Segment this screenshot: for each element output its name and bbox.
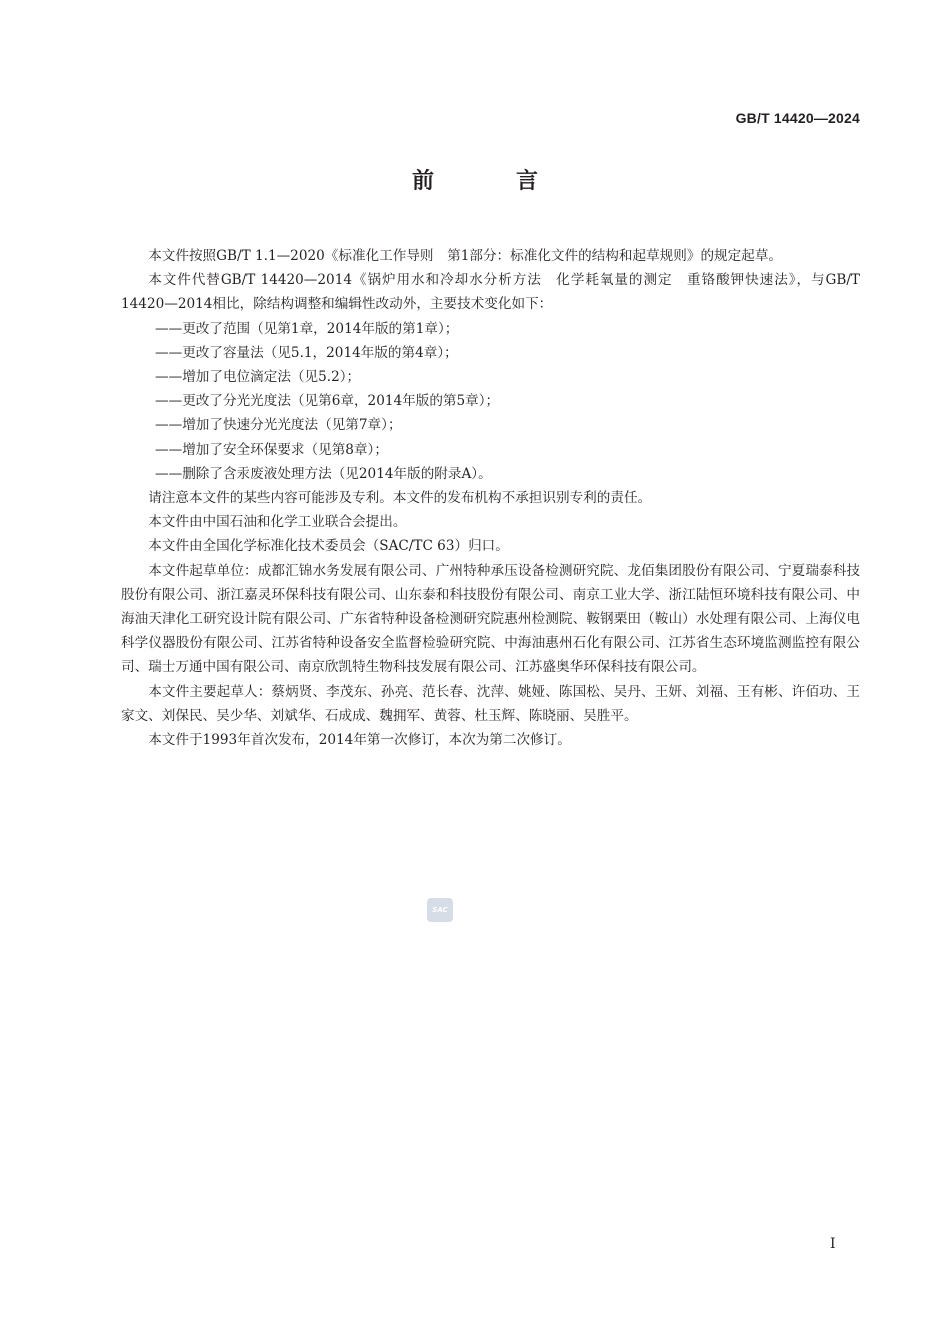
paragraph-history: 本文件于1993年首次发布，2014年第一次修订，本次为第二次修订。 — [148, 732, 571, 749]
sac-watermark-logo: SAC — [427, 898, 453, 922]
list-item: ——删除了含汞废液处理方法（见2014年版的附录A）。 — [155, 465, 492, 482]
list-item: ——更改了范围（见第1章，2014年版的第1章）； — [155, 320, 459, 337]
paragraph-drafters: 本文件主要起草人：蔡炳贤、李茂东、孙亮、范长春、沈萍、姚娅、陈国松、吴丹、王妍、刘福、王有彬、许佰功、王家文、刘保民、吴少华、刘斌华、石成成、魏拥军、黄蓉、杜玉辉、陈晓丽、吴胜平。 — [121, 683, 860, 724]
paragraph-proposer: 本文件由中国石油和化学工业联合会提出。 — [148, 514, 407, 531]
list-item: ——增加了电位滴定法（见5.2）； — [155, 369, 361, 386]
foreword-body — [121, 244, 860, 752]
paragraph-replacement: 本文件代替GB/T 14420—2014《锅炉用水和冷却水分析方法 化学耗氧量的测定 重铬酸钾快速法》，与GB/T 14420—2014相比，除结构调整和编辑性改动外，主要技术变化如下： — [121, 272, 860, 313]
standard-number: GB/T 14420—2024 — [735, 110, 860, 126]
list-item: ——增加了快速分光光度法（见第7章）； — [155, 417, 402, 434]
paragraph-drafting-units: 本文件起草单位：成都汇锦水务发展有限公司、广州特种承压设备检测研究院、龙佰集团股份有限公司、宁夏瑞泰科技股份有限公司、浙江嘉灵环保科技有限公司、山东泰和科技股份有限公司、南京工业大学、浙江陆恒环境科技有限公司、中海油天津化工研究设计院有限公司、广东省特种设备检测研究院惠州检测院、鞍钢栗田（鞍山）水处理有限公司、上海仪电科学仪器股份有限公司、江苏省特种设备安全监督检验研究院、中海油惠州石化有限公司、江苏省生态环境监测监控有限公司、瑞士万通中国有限公司、南京欣凯特生物科技发展有限公司、江苏盛奥华环保科技有限公司。 — [121, 562, 860, 676]
list-item: ——更改了分光光度法（见第6章，2014年版的第5章）； — [155, 393, 500, 410]
page-title: 前 言 — [411, 169, 568, 194]
technical-changes-list — [121, 317, 860, 486]
paragraph-patent-notice: 请注意本文件的某些内容可能涉及专利。本文件的发布机构不承担识别专利的责任。 — [148, 490, 652, 507]
paragraph-drafting-rules: 本文件按照GB/T 1.1—2020《标准化工作导则 第1部分：标准化文件的结构和起草规则》的规定起草。 — [148, 248, 783, 264]
list-item: ——增加了安全环保要求（见第8章）； — [155, 441, 388, 458]
paragraph-committee: 本文件由全国化学标准化技术委员会（SAC/TC 63）归口。 — [148, 538, 509, 555]
list-item: ——更改了容量法（见5.1，2014年版的第4章）； — [155, 344, 458, 361]
page-number: Ⅰ — [830, 1236, 836, 1252]
